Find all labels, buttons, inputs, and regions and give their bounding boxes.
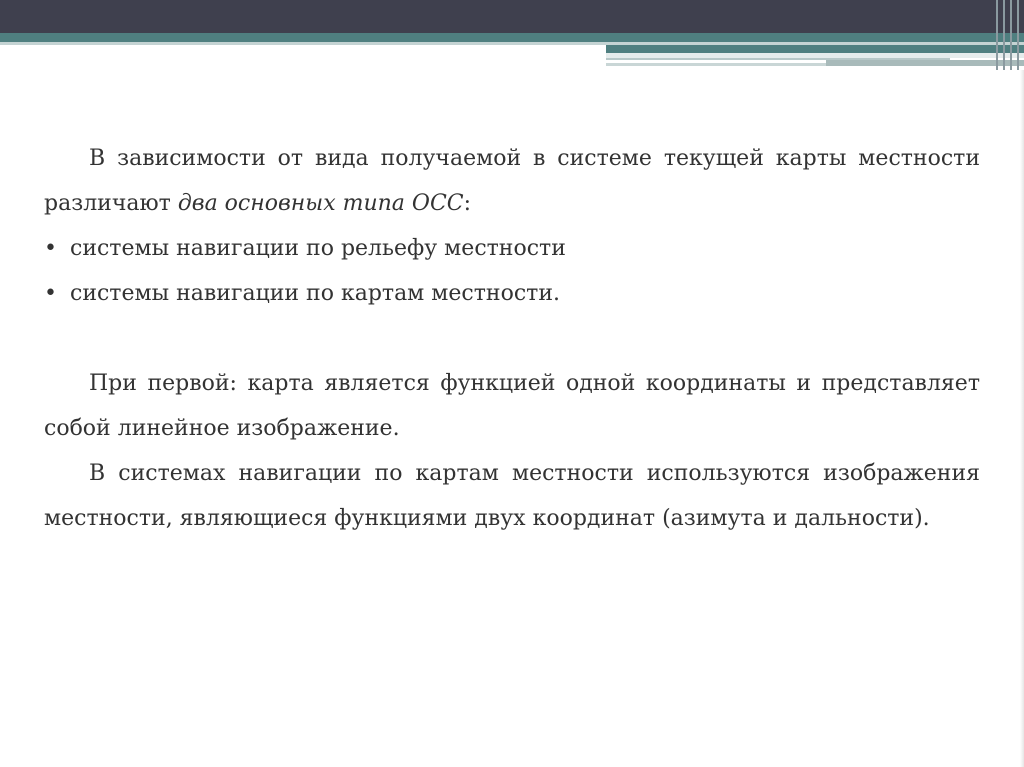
list-item-text: системы навигации по рельефу местности	[70, 236, 566, 261]
list-item	[44, 271, 980, 316]
list-item	[44, 226, 980, 271]
list-item-text: системы навигации по картам местности.	[70, 281, 560, 306]
paragraph-first-type: При первой: карта является функцией одной координаты и представляет собой линейное изображение.	[44, 371, 980, 441]
slide-body	[44, 136, 980, 541]
header-vertical-line	[996, 0, 998, 70]
page-edge-shadow	[1020, 70, 1024, 767]
header-vertical-line	[1003, 0, 1005, 70]
bullet-icon: •	[44, 236, 57, 261]
bullet-icon: •	[44, 281, 57, 306]
paragraph-intro-emphasis: два основных типа ОСС	[177, 191, 464, 216]
paragraph-intro	[44, 136, 980, 226]
paragraph-intro-colon: :	[463, 191, 472, 216]
header-accent-block	[606, 45, 1024, 53]
header-bar-dark	[0, 0, 1024, 33]
header-accent-line	[606, 63, 826, 66]
header-accent-line	[826, 60, 1024, 66]
header-vertical-line	[1017, 0, 1019, 70]
paragraph-intro-text: В зависимости от вида получаемой в системе текущей карты местности различают	[44, 146, 980, 216]
header-vertical-line	[1010, 0, 1012, 70]
header-bar-teal	[0, 33, 1024, 42]
paragraph-map-systems: В системах навигации по картам местности используются изображения местности, являющиеся функциями двух координат (азимута и дальности).	[44, 461, 980, 531]
